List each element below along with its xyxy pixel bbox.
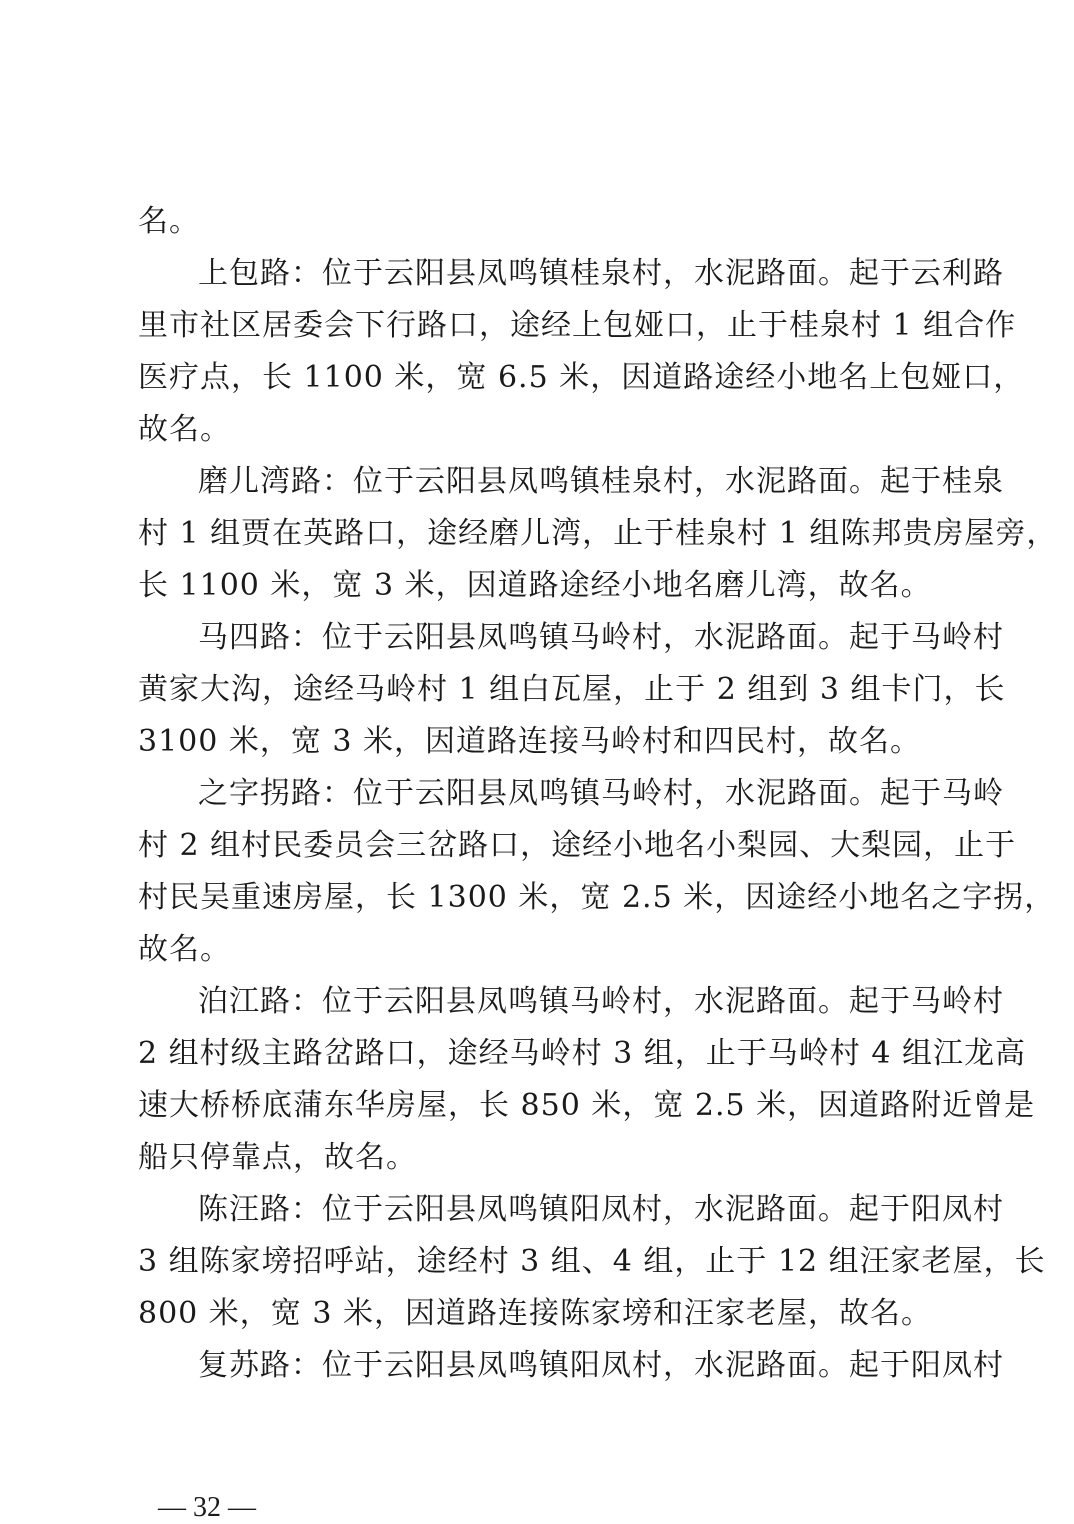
text-line: 陈汪路：位于云阳县凤鸣镇阳凤村，水泥路面。起于阳凤村 — [198, 1192, 1004, 1227]
text-line: 复苏路：位于云阳县凤鸣镇阳凤村，水泥路面。起于阳凤村 — [198, 1348, 1004, 1383]
text-line: 3100 米，宽 3 米，因道路连接马岭村和四民村，故名。 — [138, 724, 922, 759]
page-number: — 32 — — [158, 1492, 256, 1523]
text-line: 之字拐路：位于云阳县凤鸣镇马岭村，水泥路面。起于马岭 — [198, 776, 1004, 811]
text-line: 上包路：位于云阳县凤鸣镇桂泉村，水泥路面。起于云利路 — [198, 256, 1004, 291]
text-line: 村 1 组贾在英路口，途经磨儿湾，止于桂泉村 1 组陈邦贵房屋旁， — [138, 516, 1058, 551]
text-line: 故名。 — [138, 412, 231, 447]
text-line: 马四路：位于云阳县凤鸣镇马岭村，水泥路面。起于马岭村 — [198, 620, 1004, 655]
text-line: 名。 — [138, 204, 200, 239]
text-line: 3 组陈家塝招呼站，途经村 3 组、4 组，止于 12 组汪家老屋，长 — [138, 1244, 1046, 1279]
text-line: 医疗点，长 1100 米，宽 6.5 米，因道路途经小地名上包娅口， — [138, 360, 1025, 395]
body-text — [138, 196, 1058, 1392]
text-line: 船只停靠点，故名。 — [138, 1140, 417, 1175]
text-line: 800 米，宽 3 米，因道路连接陈家塝和汪家老屋，故名。 — [138, 1296, 932, 1331]
text-line: 泊江路：位于云阳县凤鸣镇马岭村，水泥路面。起于马岭村 — [198, 984, 1004, 1019]
text-line: 里市社区居委会下行路口，途经上包娅口，止于桂泉村 1 组合作 — [138, 308, 1017, 343]
text-line: 速大桥桥底蒲东华房屋，长 850 米，宽 2.5 米，因道路附近曾是 — [138, 1088, 1036, 1123]
text-line: 黄家大沟，途经马岭村 1 组白瓦屋，止于 2 组到 3 组卡门，长 — [138, 672, 1006, 707]
text-line: 村民吴重速房屋，长 1300 米，宽 2.5 米，因途经小地名之字拐， — [138, 880, 1056, 915]
text-line: 2 组村级主路岔路口，途经马岭村 3 组，止于马岭村 4 组江龙高 — [138, 1036, 1026, 1071]
text-line: 故名。 — [138, 932, 231, 967]
text-line: 村 2 组村民委员会三岔路口，途经小地名小梨园、大梨园，止于 — [138, 828, 1017, 863]
text-line: 磨儿湾路：位于云阳县凤鸣镇桂泉村，水泥路面。起于桂泉 — [198, 464, 1004, 499]
text-line: 长 1100 米，宽 3 米，因道路途经小地名磨儿湾，故名。 — [138, 568, 932, 603]
